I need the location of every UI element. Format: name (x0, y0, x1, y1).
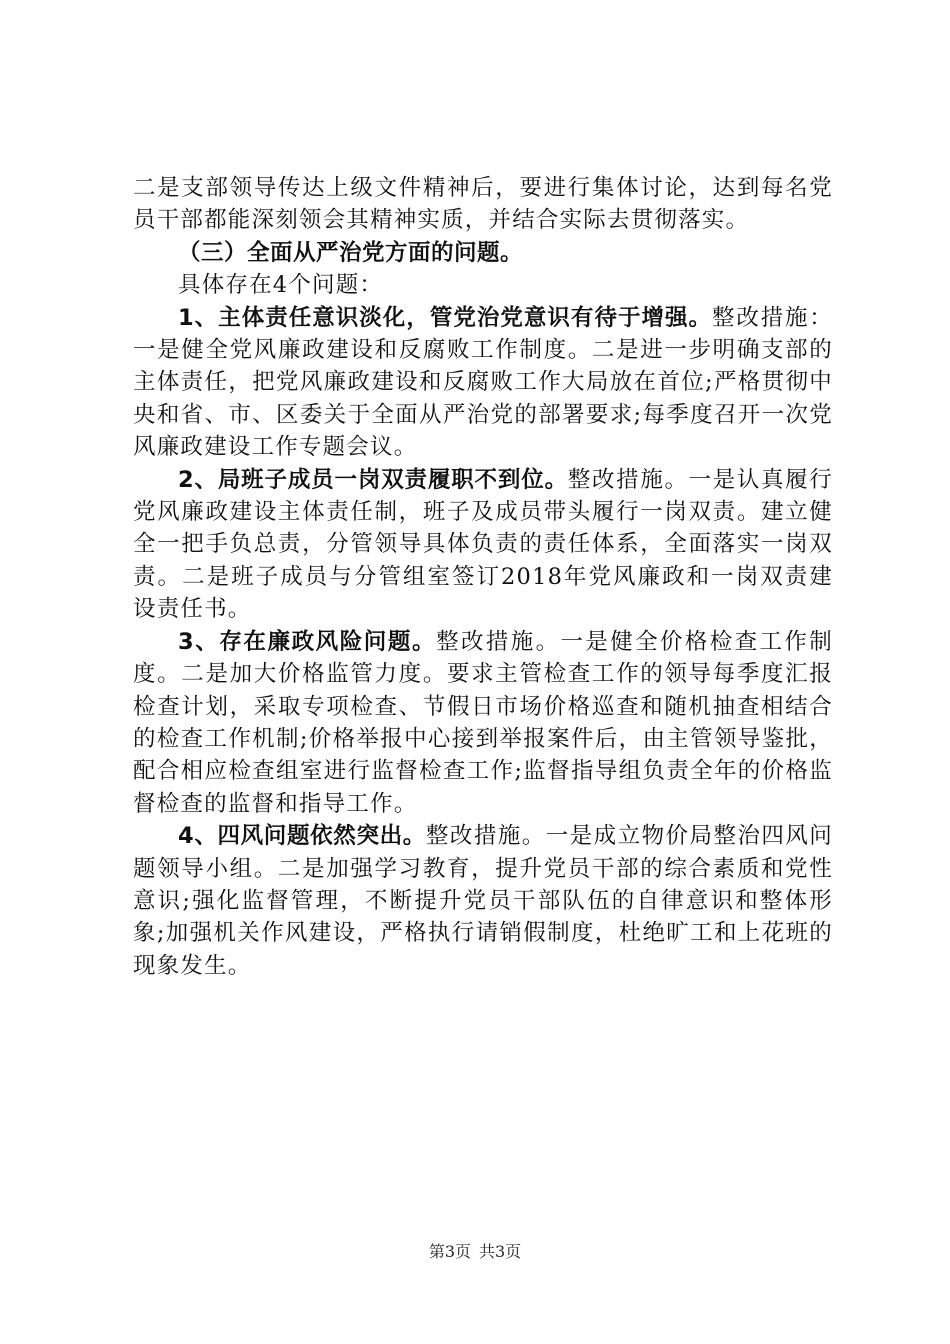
issue-paragraph-4 (133, 820, 833, 982)
section-heading-text: （三）全面从严治党方面的问题。 (178, 239, 524, 266)
issue-paragraph-3 (133, 626, 833, 820)
issue-title: 1、主体责任意识淡化，管党治党意识有待于增强。 (178, 304, 713, 331)
issue-text: 整改措施：一是健全党风廉政建设和反腐败工作制度。二是进一步明确支部的主体责任，把党风廉政建设和反腐败工作大局放在首位;严格贯彻中央和省、市、区委关于全面从严治党的部署要求;每季度召开一次党风廉政建设工作专题会议。 (133, 304, 833, 461)
section-heading (133, 237, 833, 269)
paragraph-continuation (133, 172, 833, 237)
issue-title: 2、局班子成员一岗双责履职不到位。 (178, 466, 568, 493)
issue-title: 3、存在廉政风险问题。 (178, 628, 437, 655)
paragraph-text: 具体存在4个问题： (178, 272, 384, 299)
issue-text: 整改措施。一是健全价格检查工作制度。二是加大价格监管力度。要求主管检查工作的领导每季度汇报检查计划，采取专项检查、节假日市场价格巡查和随机抽查相结合的检查工作机制;价格举报中心接到举报案件后，由主管领导鉴批，配合相应检查组室进行监督检查工作;监督指导组负责全年的价格监督检查的监督和指导工作。 (133, 628, 833, 817)
page-number: 第3页 (428, 1242, 471, 1261)
document-body (133, 172, 833, 982)
paragraph-text: 二是支部领导传达上级文件精神后，要进行集体讨论，达到每名党员干部都能深刻领会其精神实质，并结合实际去贯彻落实。 (133, 175, 833, 234)
issue-text: 整改措施。一是认真履行党风廉政建设主体责任制，班子及成员带头履行一岗双责。建立健全一把手负总责，分管领导具体负责的责任体系，全面落实一岗双责。二是班子成员与分管组室签订2018年党风廉政和一岗双责建设责任书。 (133, 466, 833, 623)
issue-paragraph-1 (133, 302, 833, 464)
paragraph-intro (133, 269, 833, 301)
issue-text: 整改措施。一是成立物价局整治四风问题领导小组。二是加强学习教育，提升党员干部的综合素质和党性意识;强化监督管理，不断提升党员干部队伍的自律意识和整体形象;加强机关作风建设，严格执行请销假制度，杜绝旷工和上花班的现象发生。 (133, 823, 833, 979)
page-total: 共3页 (479, 1242, 522, 1261)
page-footer (0, 1241, 950, 1263)
issue-paragraph-2 (133, 464, 833, 626)
issue-title: 4、四风问题依然突出。 (178, 823, 426, 850)
